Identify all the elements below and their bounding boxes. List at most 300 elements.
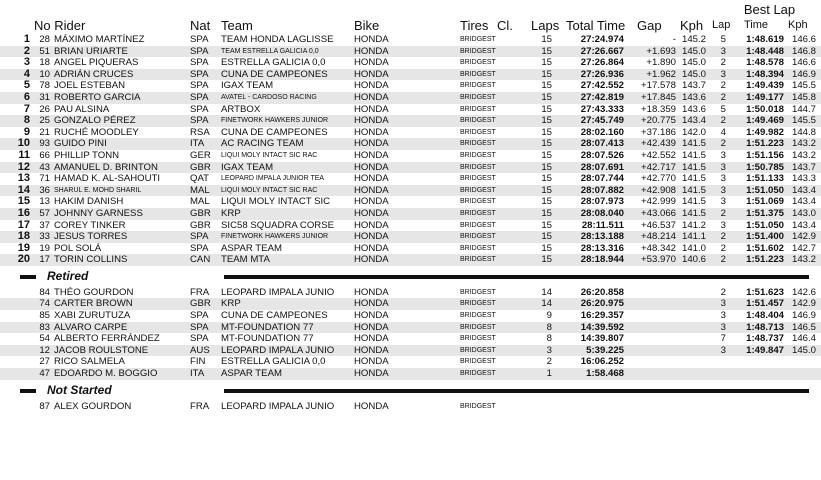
avg-kph: 141.1	[681, 231, 706, 243]
nationality: SPA	[190, 103, 209, 115]
laps: 15	[541, 138, 552, 150]
col-no-rider: No Rider	[34, 18, 86, 33]
gap: +37.186	[641, 126, 676, 138]
tires: BRIDGEST	[460, 93, 496, 101]
bike: HONDA	[354, 356, 389, 368]
col-team: Team	[221, 18, 253, 33]
tires: BRIDGEST	[460, 140, 496, 148]
total-time: 27:26.667	[580, 45, 624, 57]
team-name: ARTBOX	[221, 103, 261, 115]
rider-number: 26	[39, 103, 50, 115]
best-lap-number: 3	[720, 68, 726, 80]
position: 17	[17, 219, 30, 231]
total-time: 27:42.819	[580, 91, 624, 103]
best-lap-time: 1:49.982	[746, 126, 784, 138]
rider-number: 25	[39, 115, 50, 127]
best-lap-time: 1:51.457	[746, 298, 784, 310]
laps: 15	[541, 196, 552, 208]
bike: HONDA	[354, 231, 389, 243]
best-lap-number: 2	[720, 254, 726, 266]
avg-kph: 140.6	[681, 254, 706, 266]
bike: HONDA	[354, 219, 389, 231]
best-lap-time: 1:51.156	[746, 149, 784, 161]
position: 10	[17, 138, 30, 150]
table-row	[0, 220, 821, 232]
rider-number: 87	[39, 400, 50, 412]
best-lap-kph: 146.5	[791, 321, 816, 333]
col-class: Cl.	[497, 18, 513, 33]
bike: HONDA	[354, 310, 389, 322]
best-lap-number: 2	[720, 231, 726, 243]
laps: 2	[546, 356, 552, 368]
position: 3	[23, 57, 30, 69]
best-lap-kph: 142.9	[791, 231, 816, 243]
col-gap: Gap	[637, 18, 662, 33]
nationality: GBR	[190, 207, 211, 219]
rider-name: RUCHÉ MOODLEY	[54, 126, 139, 138]
nationality: FRA	[190, 400, 210, 412]
total-time: 28:02.160	[580, 126, 624, 138]
bike: HONDA	[354, 138, 389, 150]
best-lap-number: 2	[720, 115, 726, 127]
tires: BRIDGEST	[460, 82, 496, 90]
team-name: ESTRELLA GALICIA 0,0	[221, 356, 326, 368]
best-lap-kph: 143.0	[791, 207, 816, 219]
tires: BRIDGEST	[460, 402, 496, 410]
best-lap-time: 1:51.375	[746, 207, 784, 219]
team-name: LEOPARD IMPALA JUNIOR TEA	[221, 175, 325, 183]
section-dash	[20, 389, 36, 393]
best-lap-kph: 143.7	[791, 161, 816, 173]
rider-number: 31	[39, 91, 50, 103]
gap: +1.890	[646, 57, 676, 69]
laps: 15	[541, 173, 552, 185]
bike: HONDA	[354, 344, 389, 356]
table-row	[0, 104, 821, 116]
table-row	[0, 115, 821, 127]
position: 5	[23, 80, 30, 92]
best-lap-number: 3	[720, 196, 726, 208]
rider-name: HAMAD K. AL-SAHOUTI	[54, 173, 161, 185]
gap: +43.066	[641, 207, 676, 219]
rider-name: PAU ALSINA	[54, 103, 110, 115]
rider-name: PHILLIP TONN	[54, 149, 120, 161]
nationality: SPA	[190, 321, 209, 333]
total-time: 27:26.936	[580, 68, 624, 80]
laps: 15	[541, 34, 552, 45]
avg-kph: 141.5	[681, 173, 706, 185]
team-name: LEOPARD IMPALA JUNIO	[221, 286, 335, 298]
best-lap-time: 1:51.400	[746, 231, 784, 243]
rider-name: SHARUL E. MOHD SHARIL	[54, 186, 142, 194]
avg-kph: 143.4	[681, 115, 706, 127]
avg-kph: 142.0	[681, 126, 706, 138]
nationality: SPA	[190, 68, 209, 80]
section-divider	[224, 275, 809, 279]
bike: HONDA	[354, 103, 389, 115]
rider-name: JOHNNY GARNESS	[54, 207, 143, 219]
table-row	[0, 298, 821, 310]
team-name: IGAX TEAM	[221, 80, 274, 92]
best-lap-time: 1:48.713	[746, 321, 784, 333]
total-time: 28:08.040	[580, 207, 624, 219]
team-name: TEAM ESTRELLA GALICIA 0,0	[221, 47, 319, 55]
total-time: 1:58.468	[586, 368, 624, 380]
gap: +17.845	[641, 91, 676, 103]
bike: HONDA	[354, 184, 389, 196]
table-row	[0, 69, 821, 81]
team-name: AC RACING TEAM	[221, 138, 304, 150]
gap: +48.342	[641, 242, 676, 254]
table-row	[0, 345, 821, 357]
avg-kph: 141.5	[681, 207, 706, 219]
table-row	[0, 287, 821, 299]
gap: +20.775	[641, 115, 676, 127]
rider-number: 47	[39, 368, 50, 380]
tires: BRIDGEST	[460, 175, 496, 183]
gap: +18.359	[641, 103, 676, 115]
rider-name: GUIDO PINI	[54, 138, 107, 150]
bike: HONDA	[354, 80, 389, 92]
nationality: SPA	[190, 310, 209, 322]
avg-kph: 145.0	[681, 68, 706, 80]
best-lap-time: 1:49.847	[746, 344, 784, 356]
total-time: 28:18.944	[580, 254, 624, 266]
gap: -	[672, 34, 676, 45]
total-time: 14:39.807	[580, 333, 624, 345]
tires: BRIDGEST	[460, 323, 496, 331]
avg-kph: 143.6	[681, 91, 706, 103]
team-name: FINETWORK HAWKERS JUNIOR	[221, 233, 329, 241]
nationality: RSA	[190, 126, 210, 138]
table-row	[0, 150, 821, 162]
avg-kph: 145.0	[681, 45, 706, 57]
rider-number: 57	[39, 207, 50, 219]
bike: HONDA	[354, 254, 389, 266]
position: 2	[23, 45, 30, 57]
table-row	[0, 231, 821, 243]
team-name: KRP	[221, 298, 241, 310]
best-lap-kph: 142.7	[791, 242, 816, 254]
bike: HONDA	[354, 298, 389, 310]
laps: 15	[541, 254, 552, 266]
laps: 8	[546, 321, 552, 333]
rider-number: 93	[39, 138, 50, 150]
position: 7	[23, 103, 30, 115]
best-lap-kph: 143.2	[791, 138, 816, 150]
best-lap-time: 1:48.578	[746, 57, 784, 69]
nationality: SPA	[190, 34, 209, 45]
rider-number: 78	[39, 80, 50, 92]
tires: BRIDGEST	[460, 244, 496, 252]
total-time: 28:11.511	[581, 219, 624, 231]
rider-name: THÉO GOURDON	[54, 286, 134, 298]
bike: HONDA	[354, 286, 389, 298]
team-name: LIQUI MOLY INTACT SIC	[221, 196, 331, 208]
nationality: GER	[190, 149, 211, 161]
bike: HONDA	[354, 173, 389, 185]
nationality: GBR	[190, 219, 211, 231]
table-row	[0, 185, 821, 197]
best-lap-kph: 145.0	[791, 344, 816, 356]
team-name: MT-FOUNDATION 77	[221, 333, 314, 345]
tires: BRIDGEST	[460, 346, 496, 354]
col-nat: Nat	[190, 18, 211, 33]
position: 8	[23, 115, 30, 127]
rider-name: ROBERTO GARCIA	[54, 91, 141, 103]
total-time: 27:43.333	[580, 103, 624, 115]
table-row	[0, 333, 821, 345]
results-table	[0, 34, 821, 412]
nationality: AUS	[190, 344, 210, 356]
laps: 15	[541, 149, 552, 161]
best-lap-kph: 143.4	[791, 184, 816, 196]
team-name: TEAM HONDA LAGLISSE	[221, 34, 334, 45]
team-name: LEOPARD IMPALA JUNIO	[221, 400, 335, 412]
position: 15	[17, 196, 30, 208]
position: 14	[17, 184, 30, 196]
rider-name: ALVARO CARPE	[54, 321, 128, 333]
avg-kph: 141.5	[681, 196, 706, 208]
rider-number: 21	[39, 126, 50, 138]
avg-kph: 141.5	[681, 138, 706, 150]
col-bike: Bike	[354, 18, 380, 33]
rider-name: COREY TINKER	[54, 219, 126, 231]
best-lap-kph: 144.7	[791, 103, 816, 115]
best-lap-number: 5	[720, 34, 726, 45]
bike: HONDA	[354, 34, 389, 45]
col-laps: Laps	[531, 18, 560, 33]
position: 4	[23, 68, 30, 80]
nationality: ITA	[190, 138, 205, 150]
tires: BRIDGEST	[460, 233, 496, 241]
nationality: CAN	[190, 254, 211, 266]
nationality: SPA	[190, 242, 209, 254]
bike: HONDA	[354, 321, 389, 333]
laps: 15	[541, 45, 552, 57]
team-name: ESTRELLA GALICIA 0,0	[221, 57, 326, 69]
not-started-rows	[0, 401, 821, 413]
tires: BRIDGEST	[460, 59, 496, 67]
tires: BRIDGEST	[460, 36, 496, 43]
best-lap-time: 1:49.177	[746, 91, 784, 103]
rider-name: BRIAN URIARTE	[54, 45, 128, 57]
table-row	[0, 92, 821, 104]
section-divider	[224, 389, 809, 393]
tires: BRIDGEST	[460, 117, 496, 125]
best-lap-time: 1:51.050	[746, 184, 784, 196]
best-lap-number: 2	[720, 138, 726, 150]
rider-name: ALEX GOURDON	[54, 400, 132, 412]
best-lap-number: 2	[720, 57, 726, 69]
rider-number: 71	[39, 173, 50, 185]
team-name: CUNA DE CAMPEONES	[221, 68, 328, 80]
best-lap-number: 3	[720, 149, 726, 161]
team-name: CUNA DE CAMPEONES	[221, 126, 328, 138]
rider-name: JOEL ESTEBAN	[54, 80, 126, 92]
laps: 15	[541, 207, 552, 219]
table-row	[0, 310, 821, 322]
rider-number: 28	[39, 34, 50, 45]
total-time: 27:42.552	[580, 80, 624, 92]
col-best-lap-number: Lap	[712, 19, 731, 31]
total-time: 26:20.975	[580, 298, 624, 310]
rider-name: ALBERTO FERRÁNDEZ	[54, 333, 160, 345]
total-time: 28:07.973	[580, 196, 624, 208]
laps: 9	[546, 310, 552, 322]
rider-name: CARTER BROWN	[54, 298, 133, 310]
rider-name: ADRIÁN CRUCES	[54, 68, 134, 80]
team-name: FINETWORK HAWKERS JUNIOR	[221, 117, 329, 125]
table-row	[0, 80, 821, 92]
nationality: FRA	[190, 286, 210, 298]
total-time: 28:07.744	[580, 173, 624, 185]
best-lap-number: 3	[720, 161, 726, 173]
rider-number: 83	[39, 321, 50, 333]
gap: +1.693	[646, 45, 676, 57]
best-lap-time: 1:49.469	[746, 115, 784, 127]
best-lap-time: 1:49.439	[746, 80, 784, 92]
table-row	[0, 46, 821, 58]
table-row	[0, 368, 821, 380]
best-lap-time: 1:50.018	[746, 103, 784, 115]
best-lap-kph: 146.6	[791, 34, 816, 45]
best-lap-number: 2	[720, 242, 726, 254]
rider-name: EDOARDO M. BOGGIO	[54, 368, 158, 380]
position: 19	[17, 242, 30, 254]
retired-section-header	[0, 266, 821, 287]
laps: 15	[541, 91, 552, 103]
best-lap-time: 1:50.785	[746, 161, 784, 173]
team-name: ASPAR TEAM	[221, 242, 282, 254]
total-time: 28:07.691	[580, 161, 624, 173]
tires: BRIDGEST	[460, 358, 496, 366]
gap: +1.962	[646, 68, 676, 80]
rider-number: 84	[39, 286, 50, 298]
bike: HONDA	[354, 57, 389, 69]
gap: +42.717	[641, 161, 676, 173]
best-lap-number: 3	[720, 310, 726, 322]
position: 11	[18, 149, 30, 161]
rider-number: 74	[39, 298, 50, 310]
best-lap-number: 3	[720, 321, 726, 333]
laps: 14	[541, 298, 552, 310]
team-name: LIQUI MOLY INTACT SIC RAC	[221, 151, 318, 159]
team-name: MT-FOUNDATION 77	[221, 321, 314, 333]
table-row	[0, 356, 821, 368]
total-time: 28:07.882	[580, 184, 624, 196]
bike: HONDA	[354, 333, 389, 345]
best-lap-kph: 146.9	[791, 68, 816, 80]
table-row	[0, 254, 821, 266]
best-lap-number: 3	[720, 45, 726, 57]
col-best-lap-time: Time	[744, 19, 769, 31]
table-row	[0, 34, 821, 46]
best-lap-number: 5	[720, 103, 726, 115]
rider-name: XABI ZURUTUZA	[54, 310, 131, 322]
nationality: MAL	[190, 196, 210, 208]
best-lap-kph: 145.8	[791, 91, 816, 103]
bike: HONDA	[354, 161, 389, 173]
bike: HONDA	[354, 126, 389, 138]
rider-number: 54	[39, 333, 50, 345]
best-lap-time: 1:51.069	[746, 196, 784, 208]
tires: BRIDGEST	[460, 70, 496, 78]
nationality: SPA	[190, 91, 209, 103]
nationality: MAL	[190, 184, 210, 196]
nationality: GBR	[190, 298, 211, 310]
nationality: SPA	[190, 45, 209, 57]
tires: BRIDGEST	[460, 312, 496, 320]
laps: 15	[541, 184, 552, 196]
table-row	[0, 208, 821, 220]
tires: BRIDGEST	[460, 47, 496, 55]
best-lap-kph: 143.4	[791, 219, 816, 231]
best-lap-number: 2	[720, 91, 726, 103]
best-lap-time: 1:51.623	[746, 286, 784, 298]
bike: HONDA	[354, 115, 389, 127]
gap: +42.908	[641, 184, 676, 196]
rider-number: 27	[39, 356, 50, 368]
position: 18	[17, 231, 30, 243]
table-row	[0, 127, 821, 139]
best-lap-kph: 146.8	[791, 45, 816, 57]
best-lap-number: 2	[720, 207, 726, 219]
laps: 14	[541, 286, 552, 298]
col-kph: Kph	[680, 18, 704, 33]
nationality: ITA	[190, 368, 205, 380]
avg-kph: 141.0	[681, 242, 706, 254]
gap: +46.537	[641, 219, 676, 231]
rider-number: 13	[39, 196, 50, 208]
bike: HONDA	[354, 400, 389, 412]
nationality: SPA	[190, 80, 209, 92]
best-lap-time: 1:51.223	[746, 138, 784, 150]
rider-name: MÁXIMO MARTÍNEZ	[54, 34, 145, 45]
total-time: 27:24.974	[580, 34, 624, 45]
best-lap-kph: 146.4	[791, 333, 816, 345]
bike: HONDA	[354, 45, 389, 57]
bike: HONDA	[354, 196, 389, 208]
total-time: 28:07.526	[580, 149, 624, 161]
rider-number: 33	[39, 231, 50, 243]
best-lap-kph: 142.9	[791, 298, 816, 310]
gap: +42.999	[641, 196, 676, 208]
laps: 3	[546, 344, 552, 356]
rider-name: JACOB ROULSTONE	[54, 344, 149, 356]
table-row	[0, 173, 821, 185]
avg-kph: 141.5	[681, 149, 706, 161]
rider-number: 66	[39, 149, 50, 161]
table-row	[0, 401, 821, 413]
best-lap-time: 1:48.737	[746, 333, 784, 345]
tires: BRIDGEST	[460, 221, 496, 229]
bike: HONDA	[354, 242, 389, 254]
table-row	[0, 138, 821, 150]
best-lap-number: 2	[720, 80, 726, 92]
best-lap-number: 3	[720, 344, 726, 356]
avg-kph: 145.0	[681, 57, 706, 69]
tires: BRIDGEST	[460, 163, 496, 171]
tires: BRIDGEST	[460, 288, 496, 296]
laps: 15	[541, 68, 552, 80]
best-lap-number: 7	[720, 333, 726, 345]
team-name: AVATEL - CARDOSO RACING	[221, 93, 317, 101]
table-row	[0, 57, 821, 69]
rider-name: RICO SALMELA	[54, 356, 125, 368]
best-lap-time: 1:51.223	[746, 254, 784, 266]
best-lap-number: 3	[720, 173, 726, 185]
